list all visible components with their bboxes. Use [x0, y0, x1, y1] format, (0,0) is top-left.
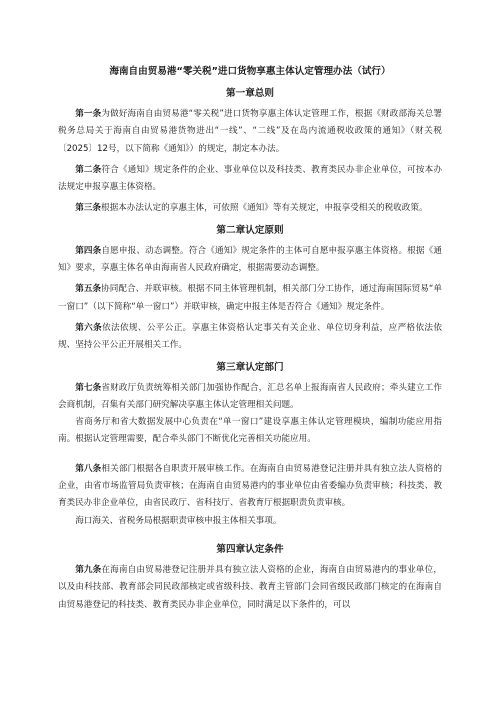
- article-text: 省财政厅负责统筹相关部门加强协作配合，汇总名单上报海南省人民政府；牵头建立工作会商机制，召集有关部门研究解决享惠主体认定管理相关问题。: [58, 382, 442, 410]
- chapter-heading-1: 第一章总则: [226, 88, 274, 99]
- article-paragraph: [58, 320, 442, 355]
- article-paragraph: [58, 281, 442, 316]
- article-text: 省商务厅和省大数据发展中心负责在“单一窗口”建设享惠主体认定管理模块，编制功能应用指南。根据认定管理需要，配合牵头部门不断优化完善相关功能应用。: [58, 417, 442, 445]
- article-paragraph: [58, 200, 442, 217]
- article-text: 符合《通知》规定条件的企业、事业单位以及科技类、教育类民办非企业单位，可按本办法规定申报享惠主体资格。: [58, 164, 442, 193]
- article-text: 自愿申报、动态调整。符合《通知》规定条件的主体可自愿申报享惠主体资格。根据《通知》要求，享惠主体名单由海南省人民政府确定，根据需要动态调整。: [58, 245, 442, 274]
- article-number: 第五条: [75, 284, 102, 295]
- article-number: 第八条: [75, 463, 102, 474]
- article-text: 在海南自由贸易港登记注册并具有独立法人资格的企业，海南自由贸易港内的事业单位，以及由科技部、教育部会同民政部核定或省级科技、教育主管部门会同省级民政部门核定的在海南自由贸易港登记的科技类、教育类民办非企业单位，同时满足以下条件的，可以: [58, 564, 442, 610]
- article-paragraph: [58, 106, 442, 158]
- article-paragraph: [58, 513, 442, 530]
- article-text: 为做好海南自由贸易港“零关税”进口货物享惠主体认定管理工作，根据《财政部海关总署税务总局关于海南自由贸易港货物进出“一线”、“二线”及在岛内流通税收政策的通知》（财关税〔2025〕12号，以下简称《通知》）的规定，制定本办法。: [58, 109, 442, 154]
- article-paragraph: [58, 380, 442, 415]
- document-title: 海南自由贸易港“零关税”进口货物享惠主体认定管理办法（试行）: [109, 66, 391, 77]
- article-number: 第四条: [75, 245, 102, 256]
- article-paragraph: [58, 414, 442, 449]
- article-number: 第七条: [75, 382, 102, 393]
- chapter-heading-3: 第三章认定部门: [216, 361, 284, 373]
- article-number: 第二条: [75, 164, 102, 175]
- chapter-heading-2: 第二章认定原则: [216, 224, 284, 236]
- chapter-heading-4: 第四章认定条件: [216, 543, 284, 555]
- article-text: 海口海关、省税务局根据职责审核申报主体相关事项。: [75, 515, 282, 526]
- article-paragraph: [58, 162, 442, 197]
- article-text: 协同配合、并联审核。根据不同主体管理机制，相关部门分工协作，通过海南国际贸易“单一窗口”（以下简称“单一窗口”）并联审核，确定申报主体是否符合《通知》规定条件。: [58, 284, 442, 312]
- article-number: 第九条: [75, 564, 102, 575]
- article-number: 第三条: [75, 203, 101, 214]
- article-number: 第六条: [75, 322, 103, 333]
- article-text: 根据本办法认定的享惠主体，可依照《通知》等有关规定，申报享受相关的税收政策。: [100, 203, 428, 214]
- article-paragraph: [58, 243, 442, 278]
- article-text: 依法依规、公平公正。享惠主体资格认定事关有关企业、单位切身利益，应严格依法依规、坚持公平公正开展相关工作。: [58, 322, 442, 351]
- article-text: 相关部门根据各自职责开展审核工作。在海南自由贸易港登记注册并具有独立法人资格的企业，由省市场监管局负责审核；在海南自由贸易港内的事业单位由省委编办负责审核；科技类、教育类民办非企业单位，由省民政厅、省科技厅、省教育厅根据职责负责审核。: [58, 463, 442, 509]
- article-paragraph: [58, 562, 442, 614]
- article-paragraph: [58, 461, 442, 513]
- article-number: 第一条: [75, 109, 102, 119]
